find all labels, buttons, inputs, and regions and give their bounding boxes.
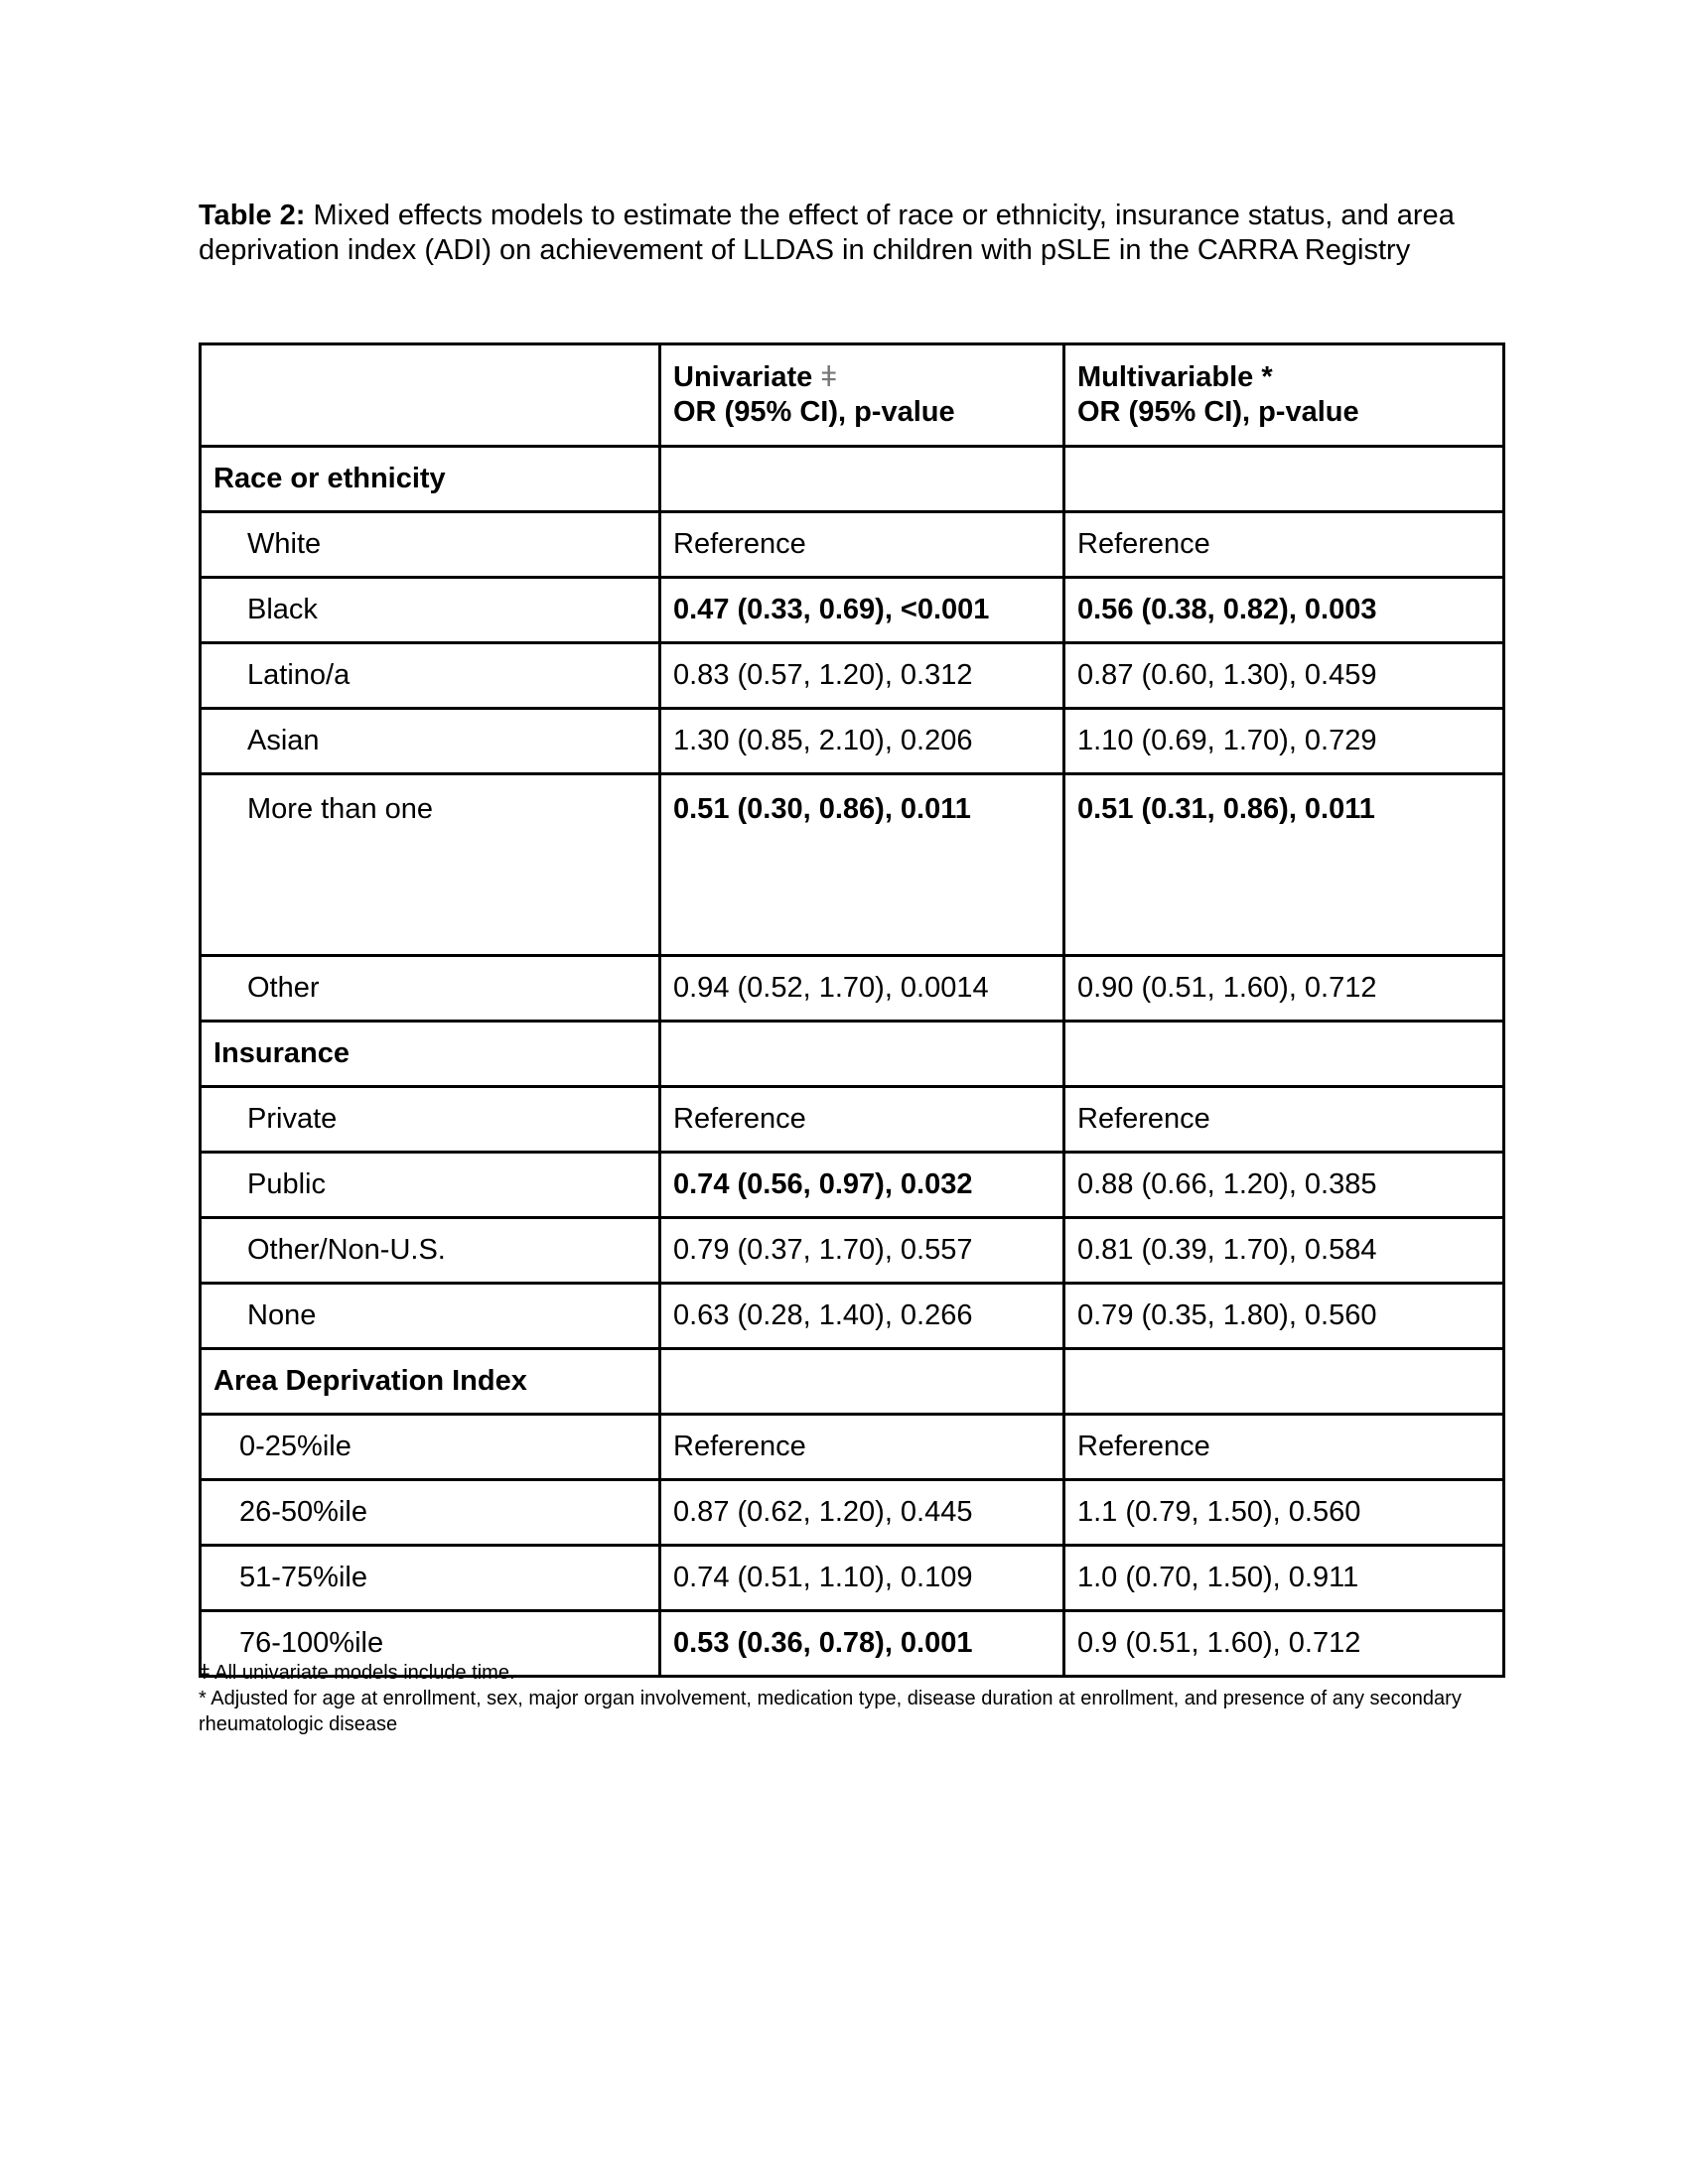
multivariable-cell: 0.81 (0.39, 1.70), 0.584 — [1064, 1218, 1504, 1284]
header-blank — [201, 344, 660, 447]
table-row — [201, 956, 1504, 1022]
univariate-cell: 0.51 (0.30, 0.86), 0.011 — [660, 774, 1064, 956]
multivariable-cell: 1.0 (0.70, 1.50), 0.911 — [1064, 1546, 1504, 1611]
caption-text: Mixed effects models to estimate the effect of race or ethnicity, insurance status, and area deprivation index (ADI) on achievement of LLDAS in children with pSLE in the CARRA Registry — [199, 200, 1455, 266]
multivariable-cell: 1.10 (0.69, 1.70), 0.729 — [1064, 709, 1504, 774]
header-univariate — [660, 344, 1064, 447]
multivariable-cell: 0.51 (0.31, 0.86), 0.011 — [1064, 774, 1504, 956]
table-row — [201, 774, 1504, 956]
footnotes — [199, 1660, 1509, 1737]
footnote-multivariable: * Adjusted for age at enrollment, sex, major organ involvement, medication type, disease duration at enrollment, and presence of any secondary rheumatologic disease — [199, 1688, 1462, 1735]
multivariable-cell: 1.1 (0.79, 1.50), 0.560 — [1064, 1480, 1504, 1546]
row-label: 0-25%ile — [201, 1415, 660, 1480]
row-label: White — [201, 512, 660, 578]
univariate-mark: ǂ — [820, 361, 838, 393]
univariate-cell: Reference — [660, 512, 1064, 578]
table-row — [201, 1218, 1504, 1284]
multivariable-cell: 0.87 (0.60, 1.30), 0.459 — [1064, 643, 1504, 709]
univariate-cell: 0.87 (0.62, 1.20), 0.445 — [660, 1480, 1064, 1546]
group-label: Race or ethnicity — [201, 447, 660, 512]
table-row — [201, 512, 1504, 578]
multivariable-cell: 0.9 (0.51, 1.60), 0.712 — [1064, 1611, 1504, 1677]
multivariable-cell: Reference — [1064, 1415, 1504, 1480]
univariate-cell: Reference — [660, 1087, 1064, 1153]
results-table — [199, 342, 1505, 1678]
table-row — [201, 1284, 1504, 1349]
table-row — [201, 709, 1504, 774]
univariate-cell: 0.79 (0.37, 1.70), 0.557 — [660, 1218, 1064, 1284]
univariate-cell: Reference — [660, 1415, 1064, 1480]
row-label: None — [201, 1284, 660, 1349]
multivariable-sub: OR (95% CI), p-value — [1077, 396, 1359, 428]
table-row — [201, 1087, 1504, 1153]
row-label: Latino/a — [201, 643, 660, 709]
row-label: 26-50%ile — [201, 1480, 660, 1546]
univariate-cell: 0.53 (0.36, 0.78), 0.001 — [660, 1611, 1064, 1677]
table-row — [201, 578, 1504, 643]
univariate-sub: OR (95% CI), p-value — [673, 396, 955, 428]
row-label: Public — [201, 1153, 660, 1218]
multivariable-cell: 0.79 (0.35, 1.80), 0.560 — [1064, 1284, 1504, 1349]
univariate-cell: 0.74 (0.56, 0.97), 0.032 — [660, 1153, 1064, 1218]
group-label: Insurance — [201, 1022, 660, 1087]
multivariable-cell: 0.90 (0.51, 1.60), 0.712 — [1064, 956, 1504, 1022]
table-header-row — [201, 344, 1504, 447]
table-row — [201, 1153, 1504, 1218]
table-label: Table 2: — [199, 200, 306, 231]
row-label: Private — [201, 1087, 660, 1153]
row-label: Asian — [201, 709, 660, 774]
group-row-race — [201, 447, 1504, 512]
univariate-cell: 0.47 (0.33, 0.69), <0.001 — [660, 578, 1064, 643]
table-row — [201, 1415, 1504, 1480]
table-row — [201, 1480, 1504, 1546]
univariate-cell: 0.83 (0.57, 1.20), 0.312 — [660, 643, 1064, 709]
row-label: Black — [201, 578, 660, 643]
group-row-insurance — [201, 1022, 1504, 1087]
row-label: 76-100%ile — [201, 1611, 660, 1677]
univariate-cell: 0.63 (0.28, 1.40), 0.266 — [660, 1284, 1064, 1349]
footnote-univariate: ǂ All univariate models include time. — [199, 1662, 515, 1684]
header-multivariable — [1064, 344, 1504, 447]
univariate-cell: 1.30 (0.85, 2.10), 0.206 — [660, 709, 1064, 774]
multivariable-cell: 0.56 (0.38, 0.82), 0.003 — [1064, 578, 1504, 643]
univariate-cell: 0.94 (0.52, 1.70), 0.0014 — [660, 956, 1064, 1022]
row-label: Other — [201, 956, 660, 1022]
group-label: Area Deprivation Index — [201, 1349, 660, 1415]
multivariable-cell: 0.88 (0.66, 1.20), 0.385 — [1064, 1153, 1504, 1218]
group-row-adi — [201, 1349, 1504, 1415]
multivariable-cell: Reference — [1064, 512, 1504, 578]
multivariable-cell: Reference — [1064, 1087, 1504, 1153]
univariate-label: Univariate — [673, 361, 813, 393]
row-label: 51-75%ile — [201, 1546, 660, 1611]
multivariable-label: Multivariable * — [1077, 361, 1273, 393]
row-label: More than one — [201, 774, 660, 956]
row-label: Other/Non-U.S. — [201, 1218, 660, 1284]
univariate-cell: 0.74 (0.51, 1.10), 0.109 — [660, 1546, 1064, 1611]
table-row — [201, 643, 1504, 709]
table-caption — [199, 199, 1509, 268]
table-row — [201, 1546, 1504, 1611]
